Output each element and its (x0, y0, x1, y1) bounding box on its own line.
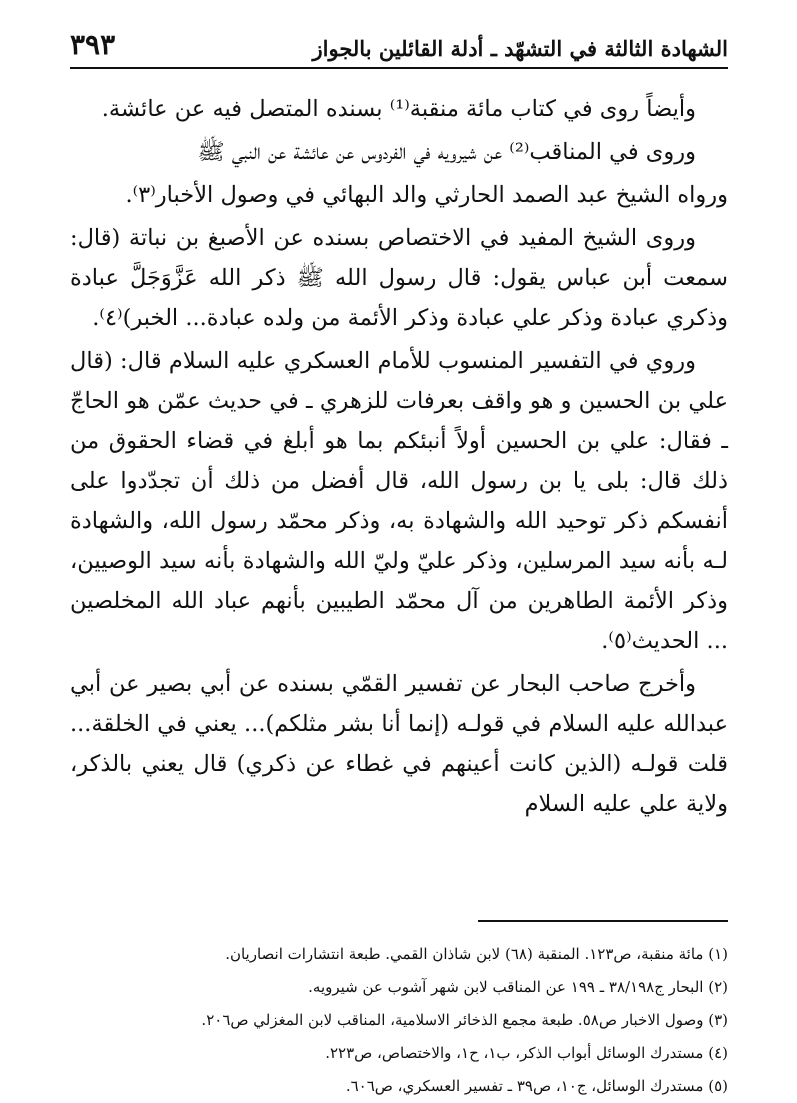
paragraph: وروي في التفسير المنسوب للأمام العسكري عليه السلام قال: (قال علي بن الحسين و هو واقف بعرفات للزهري ـ في حديث عمّن هو الحاجّ ـ فقال: علي بن الحسين أولاً أنبئكم بما هو أبلغ في قضاء الحقوق من ذلك قال: بلى يا بن رسول الله، قال أفضل من ذلك أن تجدّدوا على أنفسكم ذكر توحيد الله والشهادة به، وذكر محمّد رسول الله، والشهادة لـه بأنه سيد المرسلين، وذكر عليّ وليّ الله والشهادة بأنه سيد الوصيين، وذكر الأئمة الطاهرين من آل محمّد الطيبين بأنهم عباد الله المخلصين ... الحديث⁽٥⁾. (70, 348, 728, 654)
footnote: (٥) مستدرك الوسائل، ج١٠، ص٣٩ ـ تفسير العسكري، ص٦٠٦. (345, 1077, 728, 1095)
paragraph: وروى الشيخ المفيد في الاختصاص بسنده عن الأصبغ بن نباتة (قال: سمعت أبن عباس يقول: قال رسول الله ﷺ ذكر الله عَزَّوَجَلَّ عبادة وذكري عبادة وذكر علي عبادة وذكر الأئمة من ولده عبادة... الخبر)⁽٤⁾. (70, 225, 728, 331)
paragraph: وروى في المناقب⁽²⁾ عن شيرويه في الفردوس عن عائشة عن النبي ﷺ (197, 139, 696, 165)
footnote-separator (478, 920, 728, 922)
footnote: (٤) مستدرك الوسائل أبواب الذكر، ب١، ح١، والاختصاص، ص٢٢٣. (325, 1044, 728, 1062)
footnote: (٢) البحار ج٣٨/١٩٨ ـ ١٩٩ عن المناقب لابن شهر آشوب عن شيرويه. (308, 978, 728, 996)
book-page (70, 28, 728, 1103)
main-text (70, 89, 728, 824)
paragraph: وأخرج صاحب البحار عن تفسير القمّي بسنده عن أبي بصير عن أبي عبدالله عليه السلام في قولـه (إنما أنا بشر مثلكم)... يعني في الخلقة... قلت قولـه (الذين كانت أعينهم في غطاء عن ذكري) قال يعني بالذكر، ولاية علي عليه السلام (70, 671, 728, 817)
footnote: (٣) وصول الاخبار ص٥٨. طبعة مجمع الذخائر الاسلامية، المناقب لابن المغزلي ص٢٠٦. (201, 1011, 728, 1029)
page-number: ٣٩٣ (70, 28, 116, 61)
running-title: الشهادة الثالثة في التشهّد ـ أدلة القائلين بالجواز (312, 36, 728, 61)
footnote: (١) مائة منقبة، ص١٢٣. المنقبة (٦٨) لابن شاذان القمي. طبعة انتشارات انصاريان. (225, 945, 728, 963)
paragraph: ورواه الشيخ عبد الصمد الحارثي والد البهائي في وصول الأخبار⁽٣⁾. (125, 182, 728, 208)
paragraph: وأيضاً روى في كتاب مائة منقبة⁽¹⁾ بسنده المتصل فيه عن عائشة. (101, 96, 696, 122)
page-header (70, 28, 728, 69)
footnotes (70, 938, 728, 1103)
